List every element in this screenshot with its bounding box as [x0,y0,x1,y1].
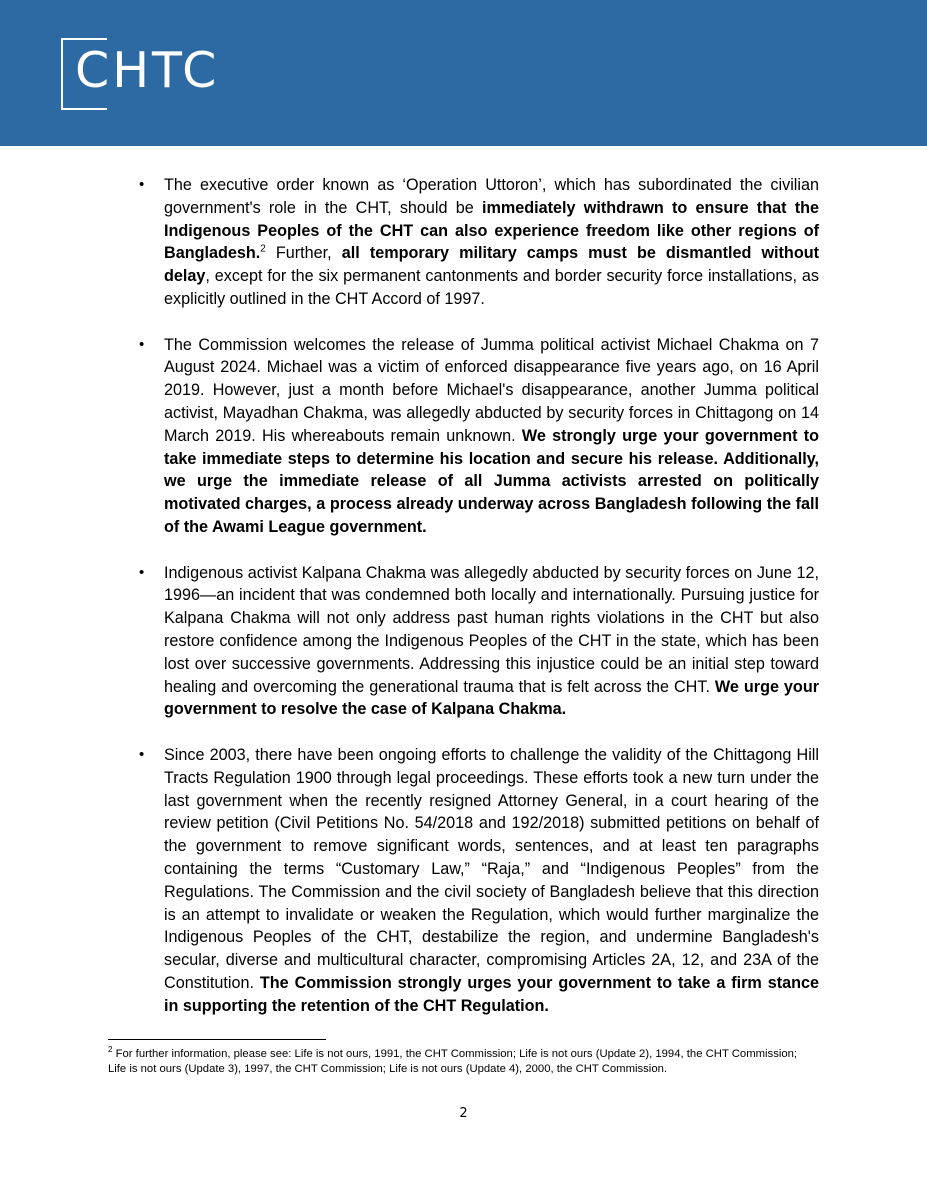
paragraph-text: The Commission welcomes the release of Jumma political activist Michael Chakma on 7 August 2024. Michael was a victim of enforced disappearance five years ago, on 16 April 2019. However, just a month before Michael's disappearance, another Jumma political activist, Mayadhan Chakma, was allegedly abducted by security forces in Chittagong on 14 March 2019. His whereabouts remain unknown. We strongly urge your government to take immediate steps to determine his location and secure his release. Additionally, we urge the immediate release of all Jumma activists arrested on politically motivated charges, a process already underway across Bangladesh following the fall of the Awami League government. [164,335,819,536]
logo: CHTC [75,42,220,99]
footnote [108,1047,798,1077]
bullet-icon: • [139,563,145,581]
bullet-icon: • [139,176,145,193]
paragraph-text: The executive order known as ‘Operation Uttoron’, which has subordinated the civilian government's role in the CHT, should be immediately withdrawn to ensure that the Indigenous Peoples of the CHT can also experience freedom like other regions of Bangladesh.$^2$ Further, all temporary military camps must be dismantled without delay, except for the six permanent cantonments and border security force installations, as explicitly outlined in the CHT Accord of 1997. [164,176,819,308]
bullet-icon: • [139,745,145,763]
page-number: 2 [459,1106,468,1121]
bullet-icon: • [139,335,145,353]
footnote-marker: 2 [108,1045,113,1055]
footnote-text: For further information, please see: Life is not ours, 1991, the CHT Commission; Life is not ours (Update 2), 1994, the CHT Commission; Life is not ours (Update 3), 1997, the CHT Commission; Life is not ours (Update 4), 2000, the CHT Commission. [108,1048,798,1075]
bullet-item-cht-regulation [136,744,819,1018]
bullet-item-operation-uttoron [136,174,819,311]
document-body [136,174,819,1040]
page-header [0,0,927,146]
paragraph-text: Since 2003, there have been ongoing efforts to challenge the validity of the Chittagong Hill Tracts Regulation 1900 through legal proceedings. These efforts took a new turn under the last government when the recently resigned Attorney General, in a court hearing of the review petition (Civil Petitions No. 54/2018 and 192/2018) submitted petitions on behalf of the government to remove significant words, sentences, and at least ten paragraphs containing the terms “Customary Law,” “Raja,” and “Indigenous Peoples” from the Regulations. The Commission and the civil society of Bangladesh believe that this direction is an attempt to invalidate or weaken the Regulation, which would further marginalize the Indigenous Peoples of the CHT, destabilize the region, and undermine Bangladesh's secular, diverse and multicultural character, compromising Articles 2A, 12, and 23A of the Constitution. The Commission strongly urges your government to take a firm stance in supporting the retention of the CHT Regulation. [164,745,819,1015]
footnote-ref[interactable]: 2 [260,244,266,255]
footnote-divider [108,1039,326,1040]
bullet-item-michael-chakma [136,334,819,539]
paragraph-text: Indigenous activist Kalpana Chakma was allegedly abducted by security forces on June 12, 1996—an incident that was condemned both locally and internationally. Pursuing justice for Kalpana Chakma will not only address past human rights violations in the CHT but also restore confidence among the Indigenous Peoples of the CHT in the state, which has been lost over successive governments. Addressing this injustice could be an initial step toward healing and overcoming the generational trauma that is felt across the CHT. We urge your government to resolve the case of Kalpana Chakma. [164,563,820,719]
bullet-item-kalpana-chakma [136,562,819,722]
